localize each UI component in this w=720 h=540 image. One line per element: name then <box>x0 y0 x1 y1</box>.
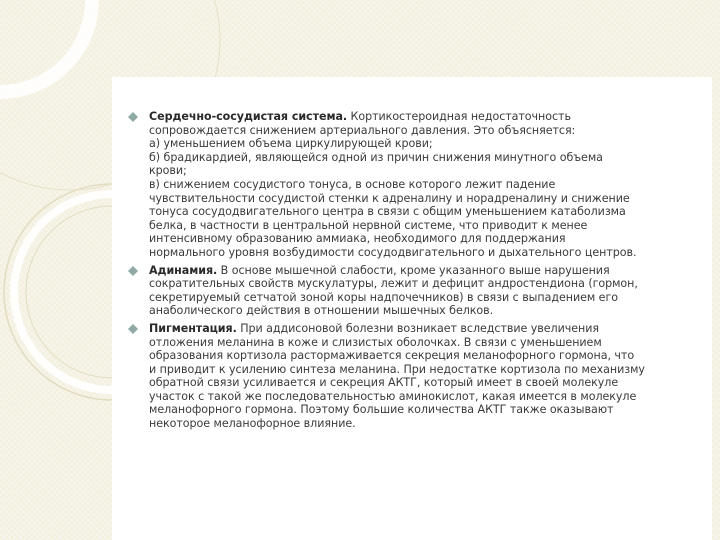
text-line: меланофорного гормона. Поэтому большие количества АКТГ также оказывают <box>149 403 614 417</box>
list-item <box>124 110 698 260</box>
text-run: При аддисоновой болезни возникает вследствие увеличения <box>236 321 600 335</box>
text-line: чувствительности сосудистой стенки к адреналину и норадреналину и снижение <box>149 191 630 205</box>
text-line: белка, в частности в центральной нервной системе, что приводит к менее <box>149 218 588 232</box>
text-line: и приводит к усилению синтеза меланина. При недостатке кортизола по механизму <box>149 362 645 376</box>
text-line <box>149 264 698 278</box>
text-run: В основе мышечной слабости, кроме указанного выше нарушения <box>217 263 610 277</box>
diamond-bullet-icon <box>128 112 138 122</box>
list-item <box>124 322 698 431</box>
text-line: секретируемый сетчатой зоной коры надпочечников) в связи с выпадением его <box>149 290 618 304</box>
text-line: анаболического действия в отношении мышечных белков. <box>149 304 494 318</box>
text-line <box>149 110 698 124</box>
text-line: крови; <box>149 164 187 178</box>
item-heading: Пигментация. <box>149 321 237 335</box>
item-heading: Сердечно-сосудистая система. <box>149 110 348 123</box>
text-line <box>149 322 698 336</box>
text-line: обратной связи усиливается и секреция АКТГ, который имеет в своей молекуле <box>149 376 619 390</box>
text-line: образования кортизола растормаживается секреция меланофорного гормона, что <box>149 349 635 363</box>
diamond-bullet-icon <box>128 266 138 276</box>
item-heading: Адинамия. <box>149 263 218 277</box>
text-line: тонуса сосудодвигательного центра в связи с общим уменьшением катаболизма <box>149 205 626 219</box>
text-line: сопровождается снижением артериального давления. Это объясняется: <box>149 123 576 137</box>
text-line: отложения меланина в коже и слизистых оболочках. В связи с уменьшением <box>149 335 602 349</box>
text-line: в) снижением сосудистого тонуса, в основе которого лежит падение <box>149 177 556 191</box>
list-item <box>124 264 698 318</box>
bullet-list <box>124 110 698 435</box>
text-line: нормального уровня возбудимости сосудодвигательного и дыхательного центров. <box>149 245 637 259</box>
text-line: интенсивному образованию аммиака, необходимого для поддержания <box>149 232 566 246</box>
text-line: сократительных свойств мускулатуры, лежит и дефицит андростендиона (гормон, <box>149 277 638 291</box>
text-line: некоторое меланофорное влияние. <box>149 417 356 431</box>
diamond-bullet-icon <box>128 324 138 334</box>
text-line: б) брадикардией, являющейся одной из причин снижения минутного объема <box>149 150 603 164</box>
text-line: участок с такой же последовательностью аминокислот, какая имеется в молекуле <box>149 389 637 403</box>
text-line: а) уменьшением объема циркулирующей крови; <box>149 137 433 151</box>
text-run: Кортикостероидная недостаточность <box>347 110 571 123</box>
